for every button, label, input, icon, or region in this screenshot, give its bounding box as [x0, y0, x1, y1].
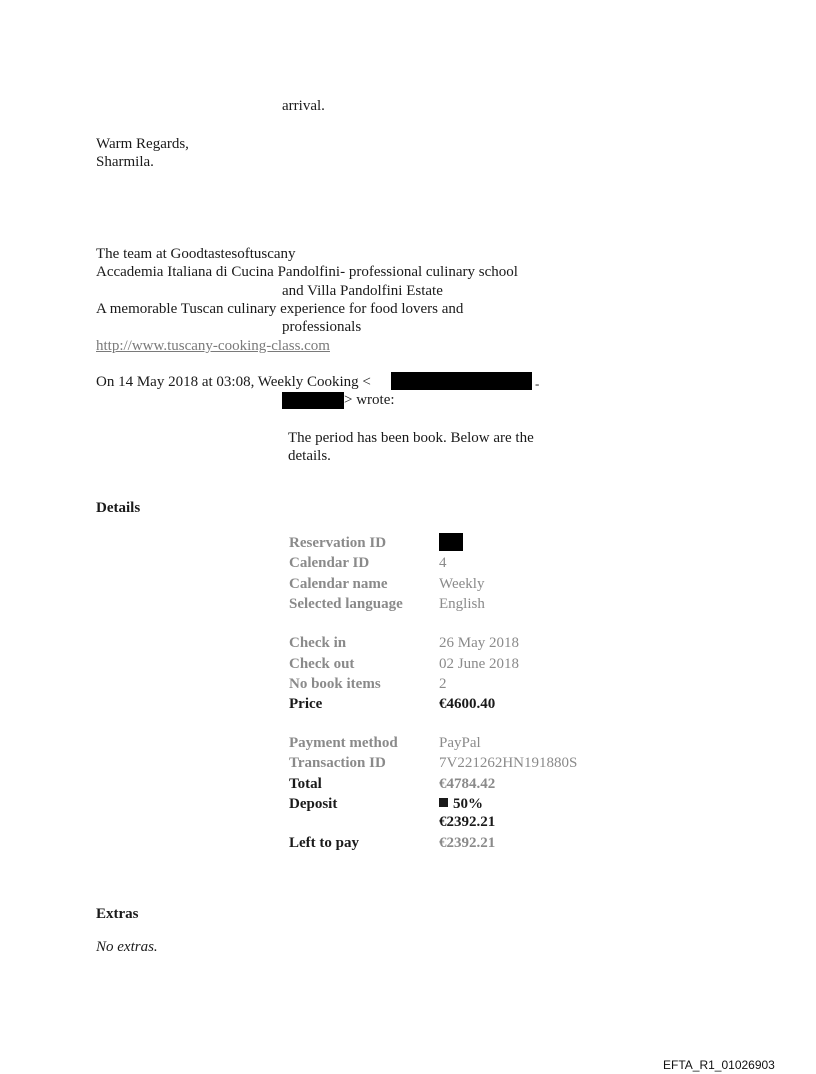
signature-estate: and Villa Pandolfini Estate: [282, 283, 443, 299]
arrival-fragment: arrival.: [282, 98, 325, 114]
value-payment-method: PayPal: [439, 735, 481, 751]
value-deposit-percent: 50%: [453, 796, 483, 812]
value-left-to-pay: €2392.21: [439, 835, 496, 851]
label-price: Price: [289, 696, 323, 712]
redaction-box: [391, 372, 532, 390]
quote-header: On 14 May 2018 at 03:08, Weekly Cooking <: [96, 374, 371, 390]
label-check-out: Check out: [289, 656, 355, 672]
signer-name: Sharmila.: [96, 154, 154, 170]
value-price: €4600.40: [439, 696, 496, 712]
label-check-in: Check in: [289, 635, 347, 651]
value-calendar-id: 4: [439, 555, 447, 571]
signature-school: Accademia Italiana di Cucina Pandolfini- professional culinary school: [96, 264, 518, 280]
value-selected-language: English: [439, 596, 485, 612]
value-transaction-id: 7V221262HN191880S: [439, 755, 578, 771]
quote-header-end: > wrote:: [344, 392, 395, 408]
extras-text: No extras.: [96, 939, 158, 955]
value-book-items: 2: [439, 676, 447, 692]
signature-tagline: A memorable Tuscan culinary experience for food lovers and: [96, 301, 464, 317]
redaction-box: [439, 533, 463, 551]
sign-off: Warm Regards,: [96, 136, 189, 152]
label-book-items: No book items: [289, 676, 381, 692]
label-reservation-id: Reservation ID: [289, 535, 387, 551]
signature-team: The team at Goodtastesoftuscany: [96, 246, 296, 262]
label-payment-method: Payment method: [289, 735, 398, 751]
value-calendar-name: Weekly: [439, 576, 485, 592]
label-selected-language: Selected language: [289, 596, 403, 612]
label-calendar-id: Calendar ID: [289, 555, 370, 571]
square-bullet-icon: [439, 798, 448, 807]
extras-heading: Extras: [96, 906, 139, 922]
details-heading: Details: [96, 500, 141, 516]
value-total: €4784.42: [439, 776, 496, 792]
website-link[interactable]: http://www.tuscany-cooking-class.com: [96, 338, 330, 354]
value-deposit: [439, 795, 483, 813]
label-left-to-pay: Left to pay: [289, 835, 359, 851]
value-deposit-amount: €2392.21: [439, 814, 496, 830]
quote-body-cont: details.: [288, 448, 331, 464]
quote-header-dash: -: [535, 376, 540, 391]
label-deposit: Deposit: [289, 796, 338, 812]
signature-tagline-cont: professionals: [282, 319, 362, 335]
label-transaction-id: Transaction ID: [289, 755, 386, 771]
value-check-out: 02 June 2018: [439, 656, 519, 672]
label-calendar-name: Calendar name: [289, 576, 388, 592]
label-total: Total: [289, 776, 322, 792]
value-check-in: 26 May 2018: [439, 635, 519, 651]
bates-number: EFTA_R1_01026903: [663, 1058, 775, 1072]
quote-body: The period has been book. Below are the: [288, 430, 534, 446]
redaction-box: [282, 392, 344, 409]
